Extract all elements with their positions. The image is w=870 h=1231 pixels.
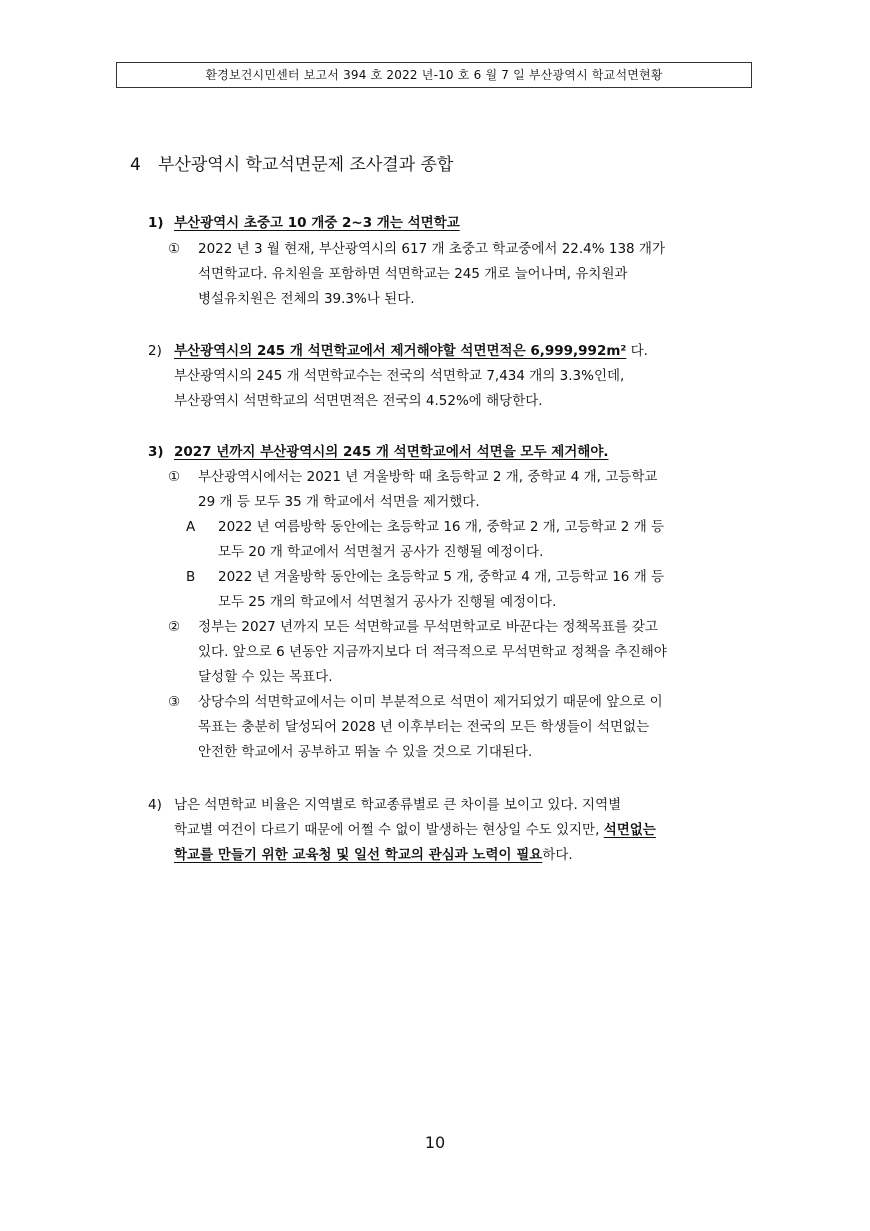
item-1-heading: 부산광역시 초중고 10 개중 2~3 개는 석면학교 (174, 215, 460, 231)
section-title (130, 153, 453, 177)
item-3-line: 29 개 등 모두 35 개 학교에서 석면을 제거했다. (198, 494, 480, 510)
item-1-body (168, 237, 665, 312)
item-3-line: 있다. 앞으로 6 년동안 지금까지보다 더 적극적으로 무석면학교 정책을 추진해야 (198, 644, 667, 660)
report-header: 환경보건시민센터 보고서 394 호 2022 년-10 호 6 월 7 일 부산광역시 학교석면현황 (116, 62, 752, 88)
item-1 (148, 211, 460, 236)
item-4-emphasis: 학교를 만들기 위한 교육청 및 일선 학교의 관심과 노력이 필요 (174, 847, 543, 863)
item-3-body (168, 465, 667, 765)
bullet-marker: ② (168, 619, 181, 635)
item-4-line: 남은 석면학교 비율은 지역별로 학교종류별로 큰 차이를 보이고 있다. 지역별 (174, 797, 622, 813)
item-3-line: 모두 25 개의 학교에서 석면철거 공사가 진행될 예정이다. (218, 594, 557, 610)
bullet-marker: ① (168, 469, 181, 485)
item-2-heading-tail: 다. (626, 343, 648, 359)
item-2-line: 부산광역시 석면학교의 석면면적은 전국의 4.52%에 해당한다. (174, 393, 543, 409)
bullet-marker: ③ (168, 694, 181, 710)
item-3-line: 2022 년 겨울방학 동안에는 초등학교 5 개, 중학교 4 개, 고등학교 16 개 등 (218, 569, 665, 585)
item-4-number: 4) (148, 797, 162, 813)
item-3-line: 안전한 학교에서 공부하고 뛰놀 수 있을 것으로 기대된다. (198, 744, 533, 760)
item-2-heading: 부산광역시의 245 개 석면학교에서 제거해야할 석면면적은 6,999,992m² (174, 343, 627, 359)
sub-marker: A (186, 519, 196, 535)
section-title-text: 부산광역시 학교석면문제 조사결과 종합 (158, 155, 454, 175)
item-4-line: 학교별 여건이 다르기 때문에 어쩔 수 없이 발생하는 현상일 수도 있지만, (174, 822, 604, 838)
item-1-line: 병설유치원은 전체의 39.3%나 된다. (198, 291, 415, 307)
sub-marker: B (186, 569, 196, 585)
item-4-tail: 하다. (542, 847, 573, 863)
item-1-line: 석면학교다. 유치원을 포함하면 석면학교는 245 개로 늘어나며, 유치원과 (198, 266, 628, 282)
item-3-line: 부산광역시에서는 2021 년 겨울방학 때 초등학교 2 개, 중학교 4 개, 고등학교 (198, 469, 658, 485)
item-3-number: 3) (148, 444, 164, 460)
item-3-line: 2022 년 여름방학 동안에는 초등학교 16 개, 중학교 2 개, 고등학교 2 개 등 (218, 519, 665, 535)
item-4-emphasis: 석면없는 (603, 822, 656, 838)
item-3-heading: 2027 년까지 부산광역시의 245 개 석면학교에서 석면을 모두 제거해야. (174, 444, 609, 460)
item-1-number: 1) (148, 215, 164, 231)
item-3-line: 달성할 수 있는 목표다. (198, 669, 333, 685)
item-3-line: 상당수의 석면학교에서는 이미 부분적으로 석면이 제거되었기 때문에 앞으로 이 (198, 694, 663, 710)
item-3 (148, 440, 609, 465)
page-number: 10 (424, 1133, 446, 1152)
item-2 (148, 339, 648, 414)
item-2-line: 부산광역시의 245 개 석면학교수는 전국의 석면학교 7,434 개의 3.3%인데, (174, 368, 625, 384)
item-3-line: 정부는 2027 년까지 모든 석면학교를 무석면학교로 바꾼다는 정책목표를 갖고 (198, 619, 658, 635)
item-1-line: 2022 년 3 월 현재, 부산광역시의 617 개 초중고 학교중에서 22.4% 138 개가 (198, 241, 666, 257)
bullet-marker: ① (168, 241, 181, 257)
item-4 (148, 793, 656, 868)
item-3-line: 모두 20 개 학교에서 석면철거 공사가 진행될 예정이다. (218, 544, 544, 560)
item-3-line: 목표는 충분히 달성되어 2028 년 이후부터는 전국의 모든 학생들이 석면없는 (198, 719, 650, 735)
section-number: 4 (130, 155, 141, 175)
item-2-number: 2) (148, 343, 162, 359)
